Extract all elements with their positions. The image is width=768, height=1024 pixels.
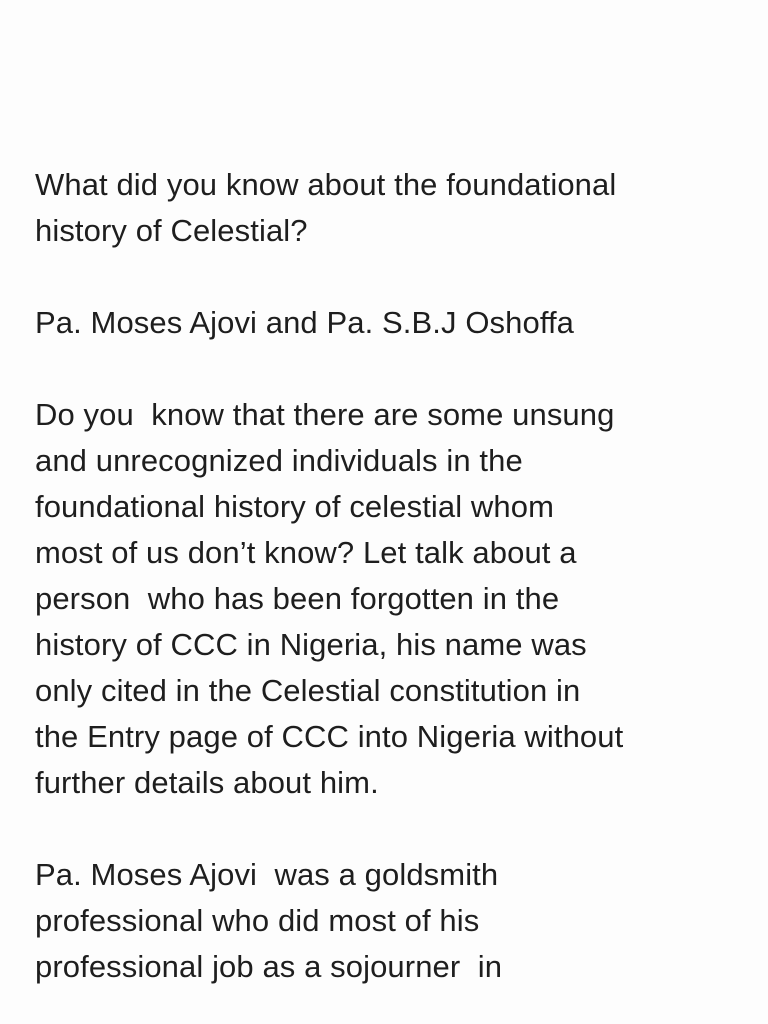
ajovi-paragraph: Pa. Moses Ajovi was a goldsmith professional who did most of his professional job as a sojourner in: [35, 857, 503, 984]
body-paragraph: Do you know that there are some unsung and unrecognized individuals in the foundational history of celestial whom most of us don’t know? Let talk about a person who has been forgotten in the history of CCC in Nigeria, his name was only cited in the Celestial constitution in the Entry page of CCC into Nigeria without further details about him.: [35, 397, 624, 800]
names-paragraph: Pa. Moses Ajovi and Pa. S.B.J Oshoffa: [35, 305, 575, 340]
question-paragraph: What did you know about the foundational history of Celestial?: [35, 167, 617, 248]
